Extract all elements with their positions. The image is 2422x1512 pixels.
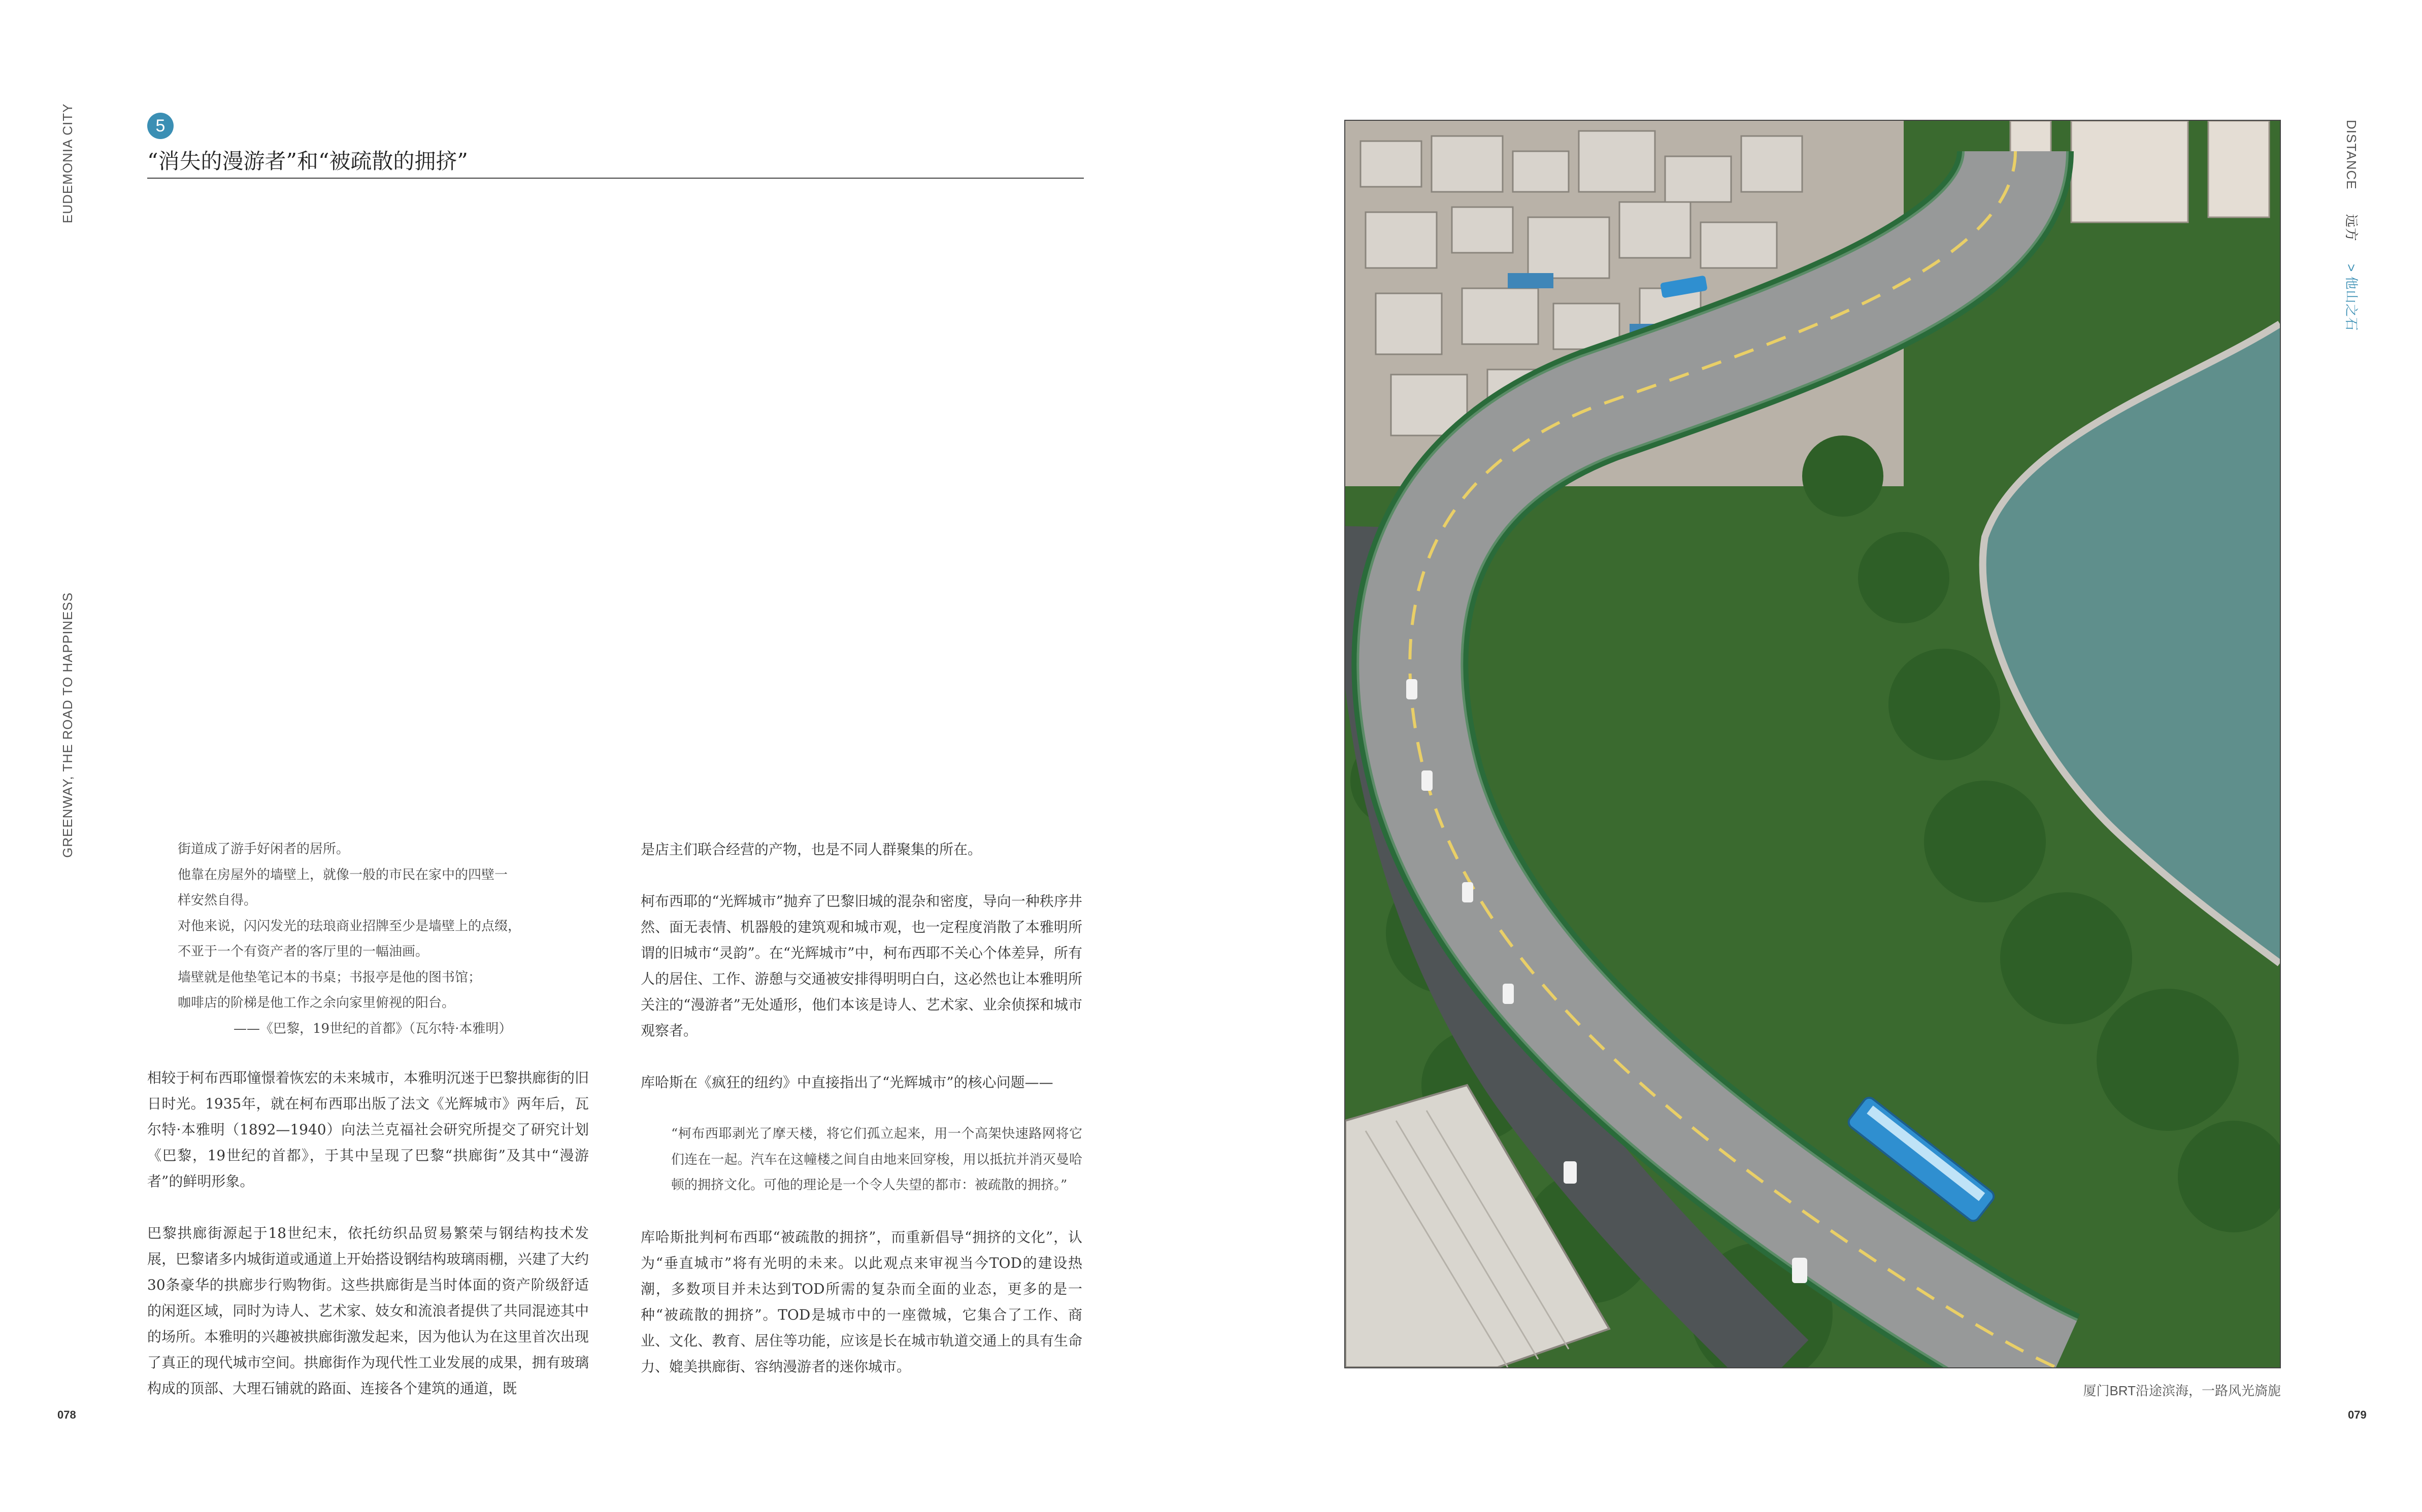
- running-head-cn: 远方: [2344, 214, 2359, 242]
- running-head-en: DISTANCE: [2344, 120, 2359, 190]
- epigraph-attribution: ——《巴黎，19世纪的首都》（瓦尔特·本雅明）: [234, 1021, 512, 1036]
- photo-illustration: [1345, 121, 2280, 1367]
- paragraph: 库哈斯批判柯布西耶“被疏散的拥挤”，而重新倡导“拥挤的文化”，认为“垂直城市”将有光明的未来。以此观点来审视当今TOD的建设热潮，多数项目并未达到TOD所需的复杂而全面的业态，更多的是一种“被疏散的拥挤”。TOD是城市中的一座微城，它集合了工作、商业、文化、教育、居住等功能，应该是长在城市轨道交通上的具有生命力、媲美拱廊街、容纳漫游者的迷你城市。: [641, 1228, 1082, 1375]
- epigraph-line: 墙壁就是他垫笔记本的书桌；书报亭是他的图书馆；: [178, 969, 482, 985]
- epigraph-line: 咖啡店的阶梯是他工作之余向家里俯视的阳台。: [178, 995, 455, 1011]
- running-head-bottom: GREENWAY, THE ROAD TO HAPPINESS: [60, 592, 75, 858]
- paragraph: 巴黎拱廊街源起于18世纪末，依托纺织品贸易繁荣与钢结构技术发展，巴黎诸多内城街道或通道上开始搭设钢结构玻璃雨棚，兴建了大约30条豪华的拱廊步行购物街。这些拱廊街是当时体面的资产阶级舒适的闲逛区域，同时为诗人、艺术家、妓女和流浪者提供了共同混迹其中的场所。本雅明的兴趣被拱廊街激发起来，因为他认为在这里首次出现了真正的现代城市空间。拱廊街作为现代性工业发展的成果，拥有玻璃构成的顶部、大理石铺就的路面、连接各个建筑的通道，既: [147, 1225, 589, 1397]
- blockquote: “柯布西耶剥光了摩天楼，将它们孤立起来，用一个高架快速路网将它们连在一起。汽车在这幢楼之间自由地来回穿梭，用以抵抗并消灭曼哈顿的拥挤文化。可他的理论是一个令人失望的都市：被疏散的拥挤。”: [671, 1126, 1082, 1193]
- section-title: “消失的漫游者”和“被疏散的拥挤”: [147, 149, 468, 174]
- running-head-distance: [2343, 120, 2362, 331]
- epigraph-line: 街道成了游手好闲者的居所。: [178, 842, 350, 857]
- title-divider: [147, 178, 1084, 179]
- running-head-top: EUDEMONIA CITY: [60, 103, 75, 223]
- page-number-right: 079: [2348, 1408, 2367, 1421]
- epigraph-line: 对他来说，闪闪发光的珐琅商业招牌至少是墙壁上的点缀，: [178, 918, 521, 934]
- body-column-1: [147, 1065, 589, 1401]
- epigraph-line: 他靠在房屋外的墙壁上，就像一般的市民在家中的四壁一: [178, 867, 508, 883]
- page-number-left: 078: [57, 1408, 76, 1421]
- paragraph: 是店主们联合经营的产物，也是不同人群聚集的所在。: [641, 841, 982, 858]
- paragraph: 柯布西耶的“光辉城市”抛弃了巴黎旧城的混杂和密度，导向一种秩序井然、面无表情、机器般的建筑观和城市观，也一定程度消散了本雅明所谓的旧城市“灵韵”。在“光辉城市”中，柯布西耶不关心个体差异，所有人的居住、工作、游憩与交通被安排得明明白白，这必然也让本雅明所关注的“漫游者”无处遁形，他们本该是诗人、艺术家、业余侦探和城市观察者。: [641, 893, 1082, 1039]
- paragraph: 相较于柯布西耶憧憬着恢宏的未来城市，本雅明沉迷于巴黎拱廊街的旧日时光。1935年，就在柯布西耶出版了法文《光辉城市》两年后，瓦尔特·本雅明（1892—1940）向法兰克福社会研究所提交了研究计划《巴黎，19世纪的首都》，于其中呈现了巴黎“拱廊街”及其中“漫游者”的鲜明形象。: [147, 1069, 589, 1190]
- photo-caption: 厦门BRT沿途滨海，一路风光旖旎: [2083, 1383, 2281, 1398]
- epigraph: [178, 836, 614, 1041]
- running-head-sub: > 他山之石: [2344, 264, 2359, 331]
- body-column-2: [641, 836, 1082, 1380]
- epigraph-line: 不亚于一个有资产者的客厅里的一幅油画。: [178, 944, 429, 959]
- brt-aerial-photo: [1344, 120, 2281, 1368]
- epigraph-line: 样安然自得。: [178, 893, 257, 908]
- paragraph: 库哈斯在《疯狂的纽约》中直接指出了“光辉城市”的核心问题——: [641, 1074, 1053, 1091]
- section-number-badge: 5: [147, 113, 174, 139]
